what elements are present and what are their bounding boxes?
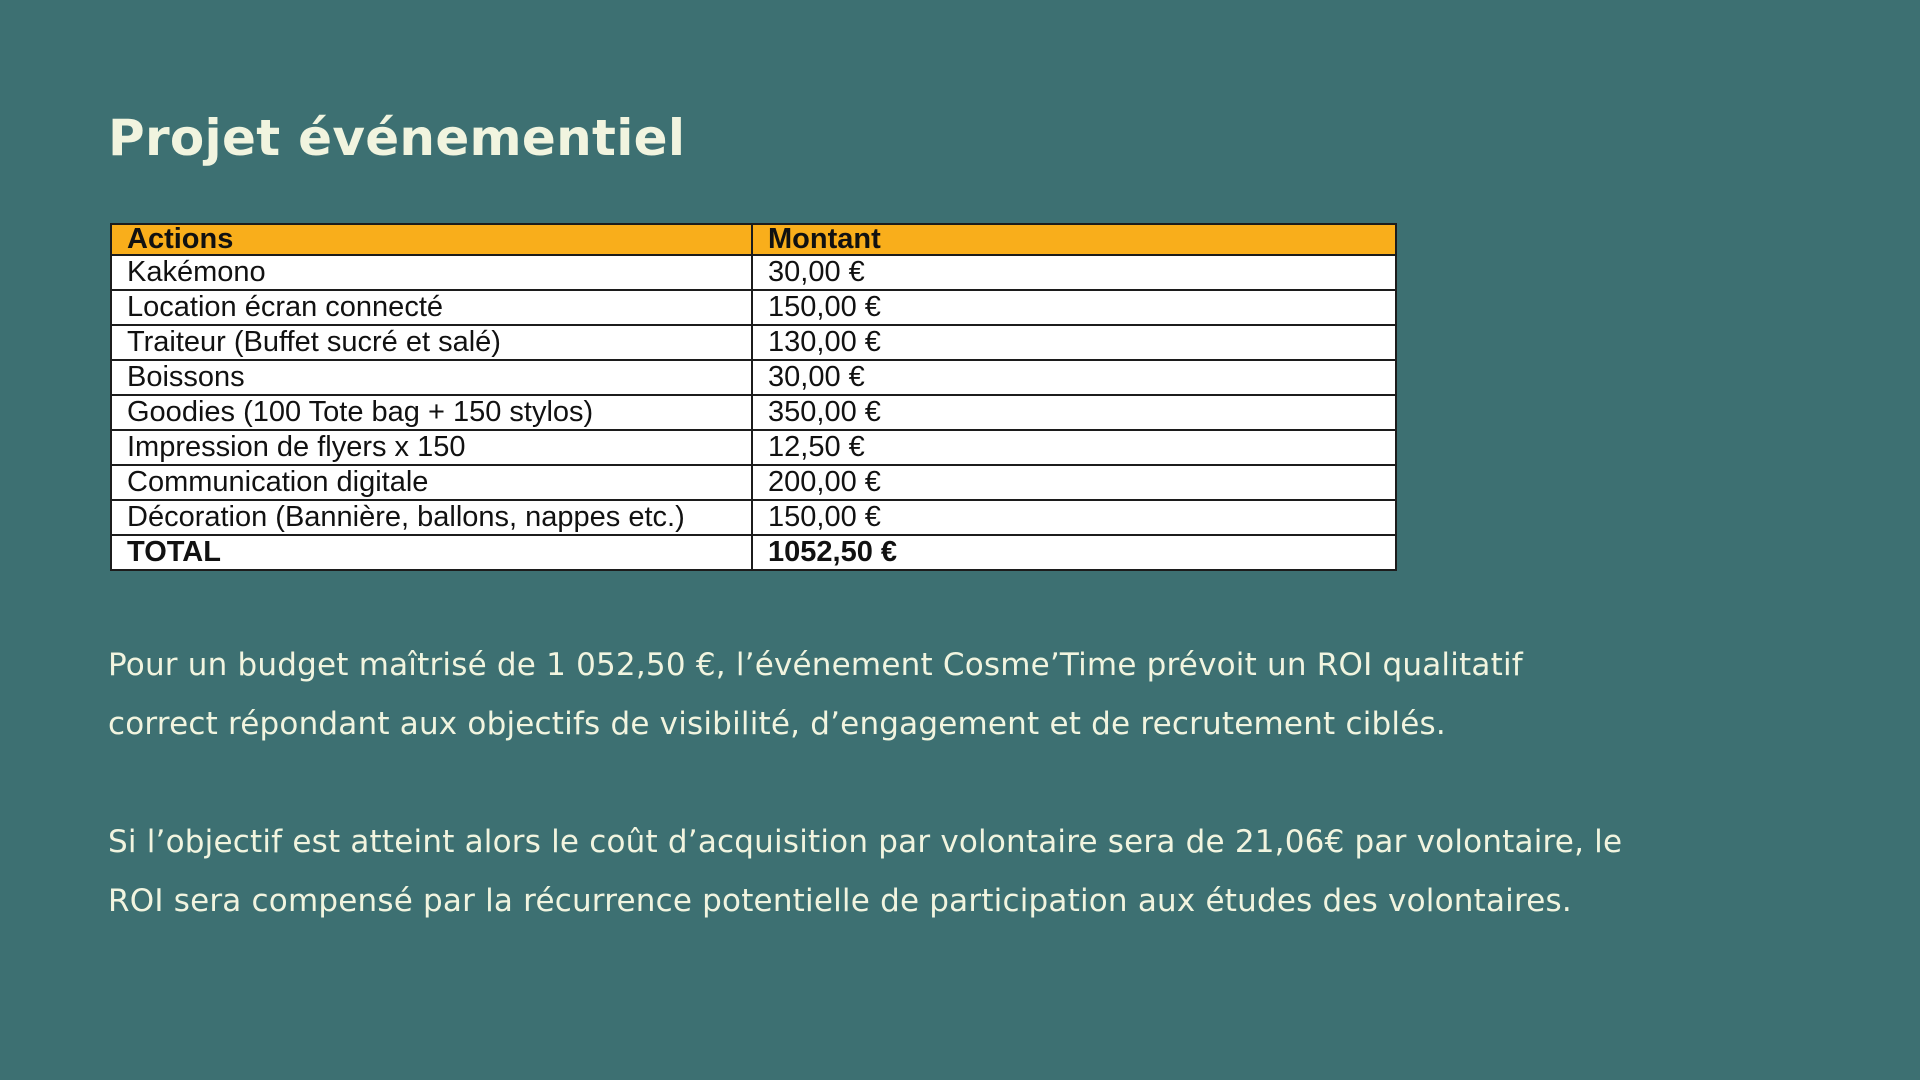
budget-paragraph <box>108 636 1808 754</box>
table-row <box>111 255 1396 290</box>
paragraph-line: correct répondant aux objectifs de visibilité, d’engagement et de recrutement ciblés. <box>108 706 1446 742</box>
column-header-actions: Actions <box>111 224 752 255</box>
amount-cell: 150,00 € <box>752 500 1396 535</box>
amount-cell: 30,00 € <box>752 360 1396 395</box>
amount-cell: 12,50 € <box>752 430 1396 465</box>
total-row <box>111 535 1396 570</box>
table-row <box>111 360 1396 395</box>
budget-table <box>110 223 1397 571</box>
amount-cell: 130,00 € <box>752 325 1396 360</box>
action-cell: Kakémono <box>111 255 752 290</box>
amount-cell: 200,00 € <box>752 465 1396 500</box>
table-row <box>111 395 1396 430</box>
paragraph-line: Pour un budget maîtrisé de 1 052,50 €, l’événement Cosme’Time prévoit un ROI qualitatif <box>108 647 1523 683</box>
action-cell: Boissons <box>111 360 752 395</box>
table-header-row <box>111 224 1396 255</box>
total-label: TOTAL <box>111 535 752 570</box>
paragraph-line: Si l’objectif est atteint alors le coût d’acquisition par volontaire sera de 21,06€ par volontaire, le <box>108 824 1623 860</box>
table-row <box>111 500 1396 535</box>
action-cell: Décoration (Bannière, ballons, nappes etc.) <box>111 500 752 535</box>
action-cell: Communication digitale <box>111 465 752 500</box>
slide-title: Projet événementiel <box>108 109 686 167</box>
action-cell: Traiteur (Buffet sucré et salé) <box>111 325 752 360</box>
table-row <box>111 430 1396 465</box>
table-row <box>111 325 1396 360</box>
action-cell: Impression de flyers x 150 <box>111 430 752 465</box>
column-header-montant: Montant <box>752 224 1396 255</box>
acquisition-paragraph <box>108 813 1808 931</box>
action-cell: Location écran connecté <box>111 290 752 325</box>
amount-cell: 150,00 € <box>752 290 1396 325</box>
action-cell: Goodies (100 Tote bag + 150 stylos) <box>111 395 752 430</box>
total-amount: 1052,50 € <box>752 535 1396 570</box>
table-row <box>111 290 1396 325</box>
table-row <box>111 465 1396 500</box>
amount-cell: 350,00 € <box>752 395 1396 430</box>
amount-cell: 30,00 € <box>752 255 1396 290</box>
paragraph-line: ROI sera compensé par la récurrence potentielle de participation aux études des volontaires. <box>108 883 1572 919</box>
